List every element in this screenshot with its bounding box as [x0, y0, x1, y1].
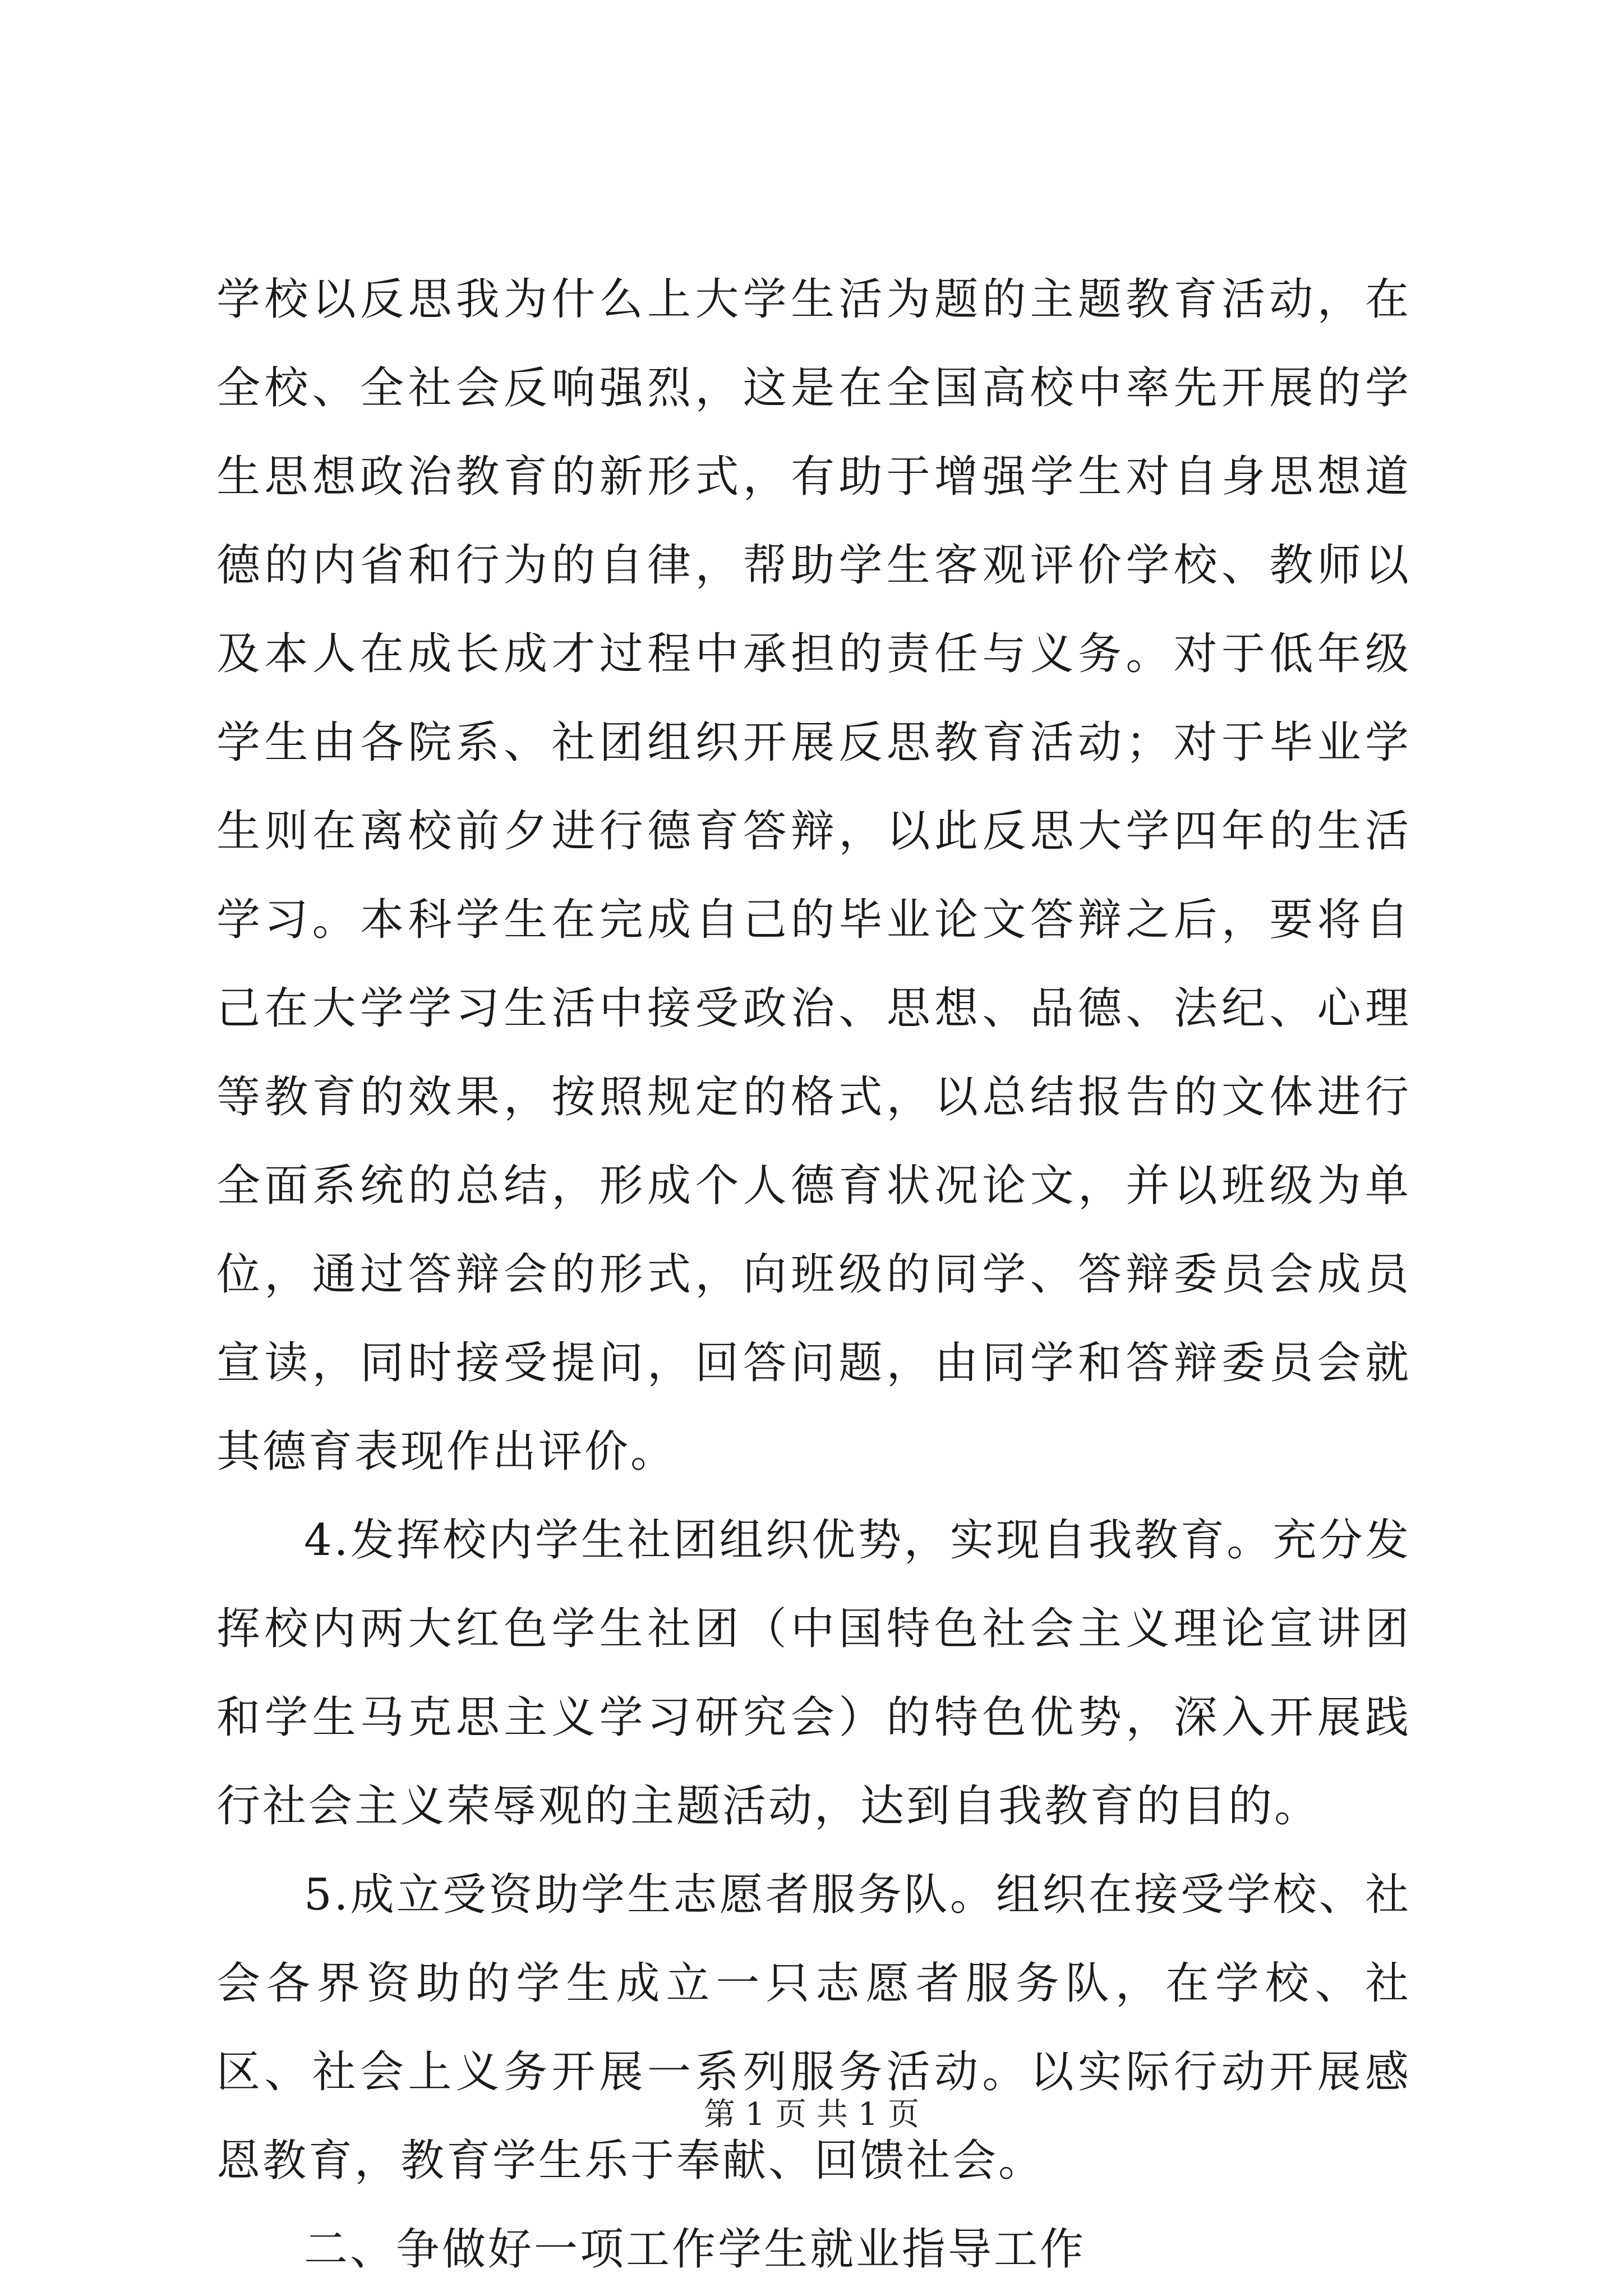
paragraph-item-4: 4.发挥校内学生社团组织优势，实现自我教育。充分发挥校内两大红色学生社团（中国特色社会主义理论宣讲团和学生马克思主义学习研究会）的特色优势，深入开展践行社会主义荣辱观的主题活动，达到自我教育的目的。 — [216, 1515, 1411, 1832]
page-footer: 第 1 页 共 1 页 — [703, 2096, 920, 2133]
paragraph-continuation: 学校以反思我为什么上大学生活为题的主题教育活动，在全校、全社会反响强烈，这是在全国高校中率先开展的学生思想政治教育的新形式，有助于增强学生对自身思想道德的内省和行为的自律，帮助学生客观评价学校、教师以及本人在成长成才过程中承担的责任与义务。对于低年级学生由各院系、社团组织开展反思教育活动；对于毕业学生则在离校前夕进行德育答辩，以此反思大学四年的生活学习。本科学生在完成自己的毕业论文答辩之后，要将自己在大学学习生活中接受政治、思想、品德、法纪、心理等教育的效果，按照规定的格式，以总结报告的文体进行全面系统的总结，形成个人德育状况论文，并以班级为单位，通过答辩会的形式，向班级的同学、答辩委员会成员宣读，同时接受提问，回答问题，由同学和答辩委员会就其德育表现作出评价。 — [216, 274, 1411, 1477]
paragraph-item-5: 5.成立受资助学生志愿者服务队。组织在接受学校、社会各界资助的学生成立一只志愿者服务队，在学校、社区、社会上义务开展一系列服务活动。以实际行动开展感恩教育，教育学生乐于奉献、回馈社会。 — [216, 1870, 1411, 2186]
section-heading-2: 二、争做好一项工作学生就业指导工作 — [304, 2224, 1086, 2275]
document-body — [216, 255, 1411, 2294]
